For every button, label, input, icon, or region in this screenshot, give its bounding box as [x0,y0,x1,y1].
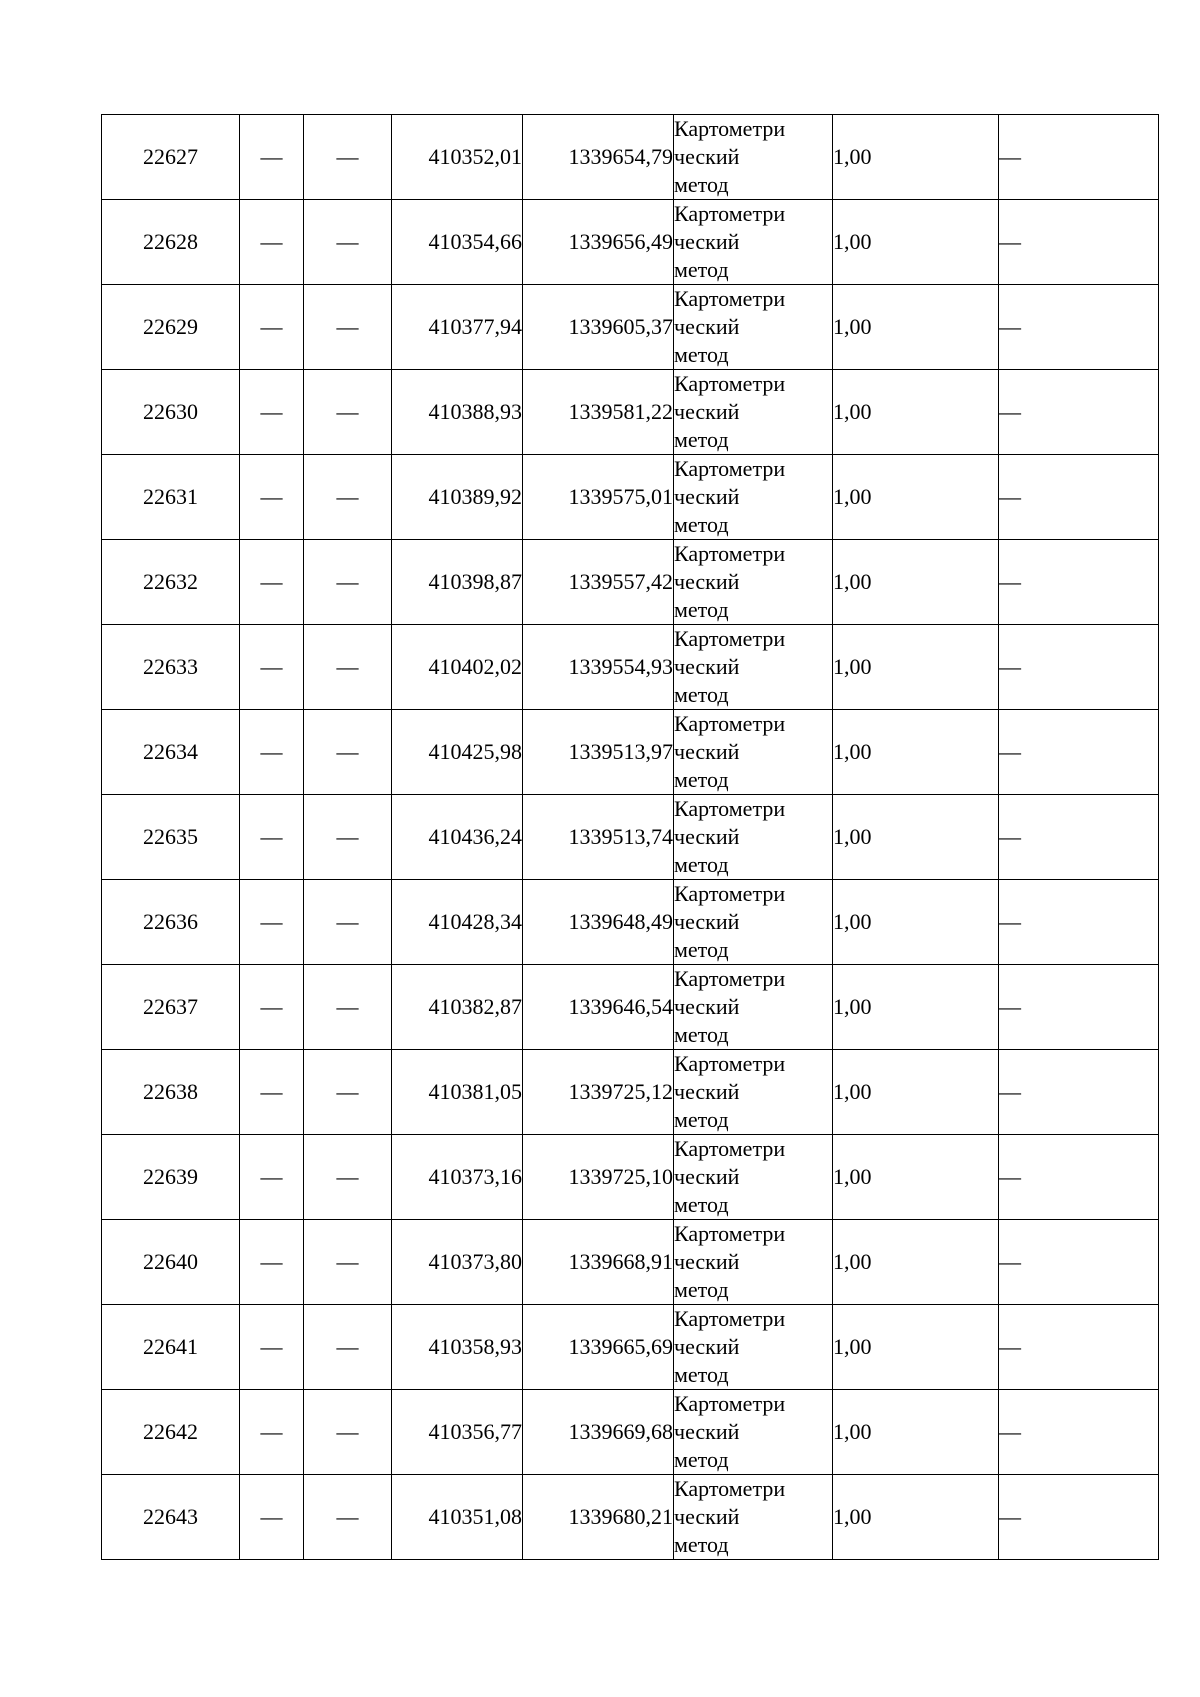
point-number-cell: 22627 [102,115,240,200]
x-coordinate-cell: 410352,01 [392,115,523,200]
precision-cell: 1,00 [833,115,999,200]
point-number-cell: 22637 [102,965,240,1050]
note-cell: — [999,370,1159,455]
table-row [102,1135,1159,1220]
empty-value-cell: — [304,200,392,285]
empty-value-cell: — [304,1050,392,1135]
empty-value-cell: — [240,1475,304,1560]
precision-cell: 1,00 [833,710,999,795]
note-cell: — [999,1135,1159,1220]
method-cell [674,540,833,625]
method-text: Картометри ческий метод [674,711,786,792]
empty-value-cell: — [240,710,304,795]
precision-cell: 1,00 [833,795,999,880]
point-number-cell: 22633 [102,625,240,710]
x-coordinate-cell: 410398,87 [392,540,523,625]
y-coordinate-cell: 1339656,49 [523,200,674,285]
empty-value-cell: — [240,1220,304,1305]
method-cell [674,1390,833,1475]
y-coordinate-cell: 1339581,22 [523,370,674,455]
precision-cell: 1,00 [833,540,999,625]
table-row [102,115,1159,200]
method-text: Картометри ческий метод [674,1221,786,1302]
method-cell [674,1220,833,1305]
point-number-cell: 22628 [102,200,240,285]
table-row [102,1050,1159,1135]
empty-value-cell: — [240,200,304,285]
y-coordinate-cell: 1339668,91 [523,1220,674,1305]
point-number-cell: 22631 [102,455,240,540]
table-row [102,200,1159,285]
empty-value-cell: — [240,1135,304,1220]
y-coordinate-cell: 1339725,12 [523,1050,674,1135]
y-coordinate-cell: 1339557,42 [523,540,674,625]
empty-value-cell: — [304,1475,392,1560]
table-body [102,115,1159,1560]
precision-cell: 1,00 [833,1475,999,1560]
method-text: Картометри ческий метод [674,456,786,537]
empty-value-cell: — [304,1305,392,1390]
point-number-cell: 22639 [102,1135,240,1220]
empty-value-cell: — [304,795,392,880]
empty-value-cell: — [240,965,304,1050]
method-text: Картометри ческий метод [674,286,786,367]
precision-cell: 1,00 [833,1390,999,1475]
point-number-cell: 22632 [102,540,240,625]
y-coordinate-cell: 1339513,74 [523,795,674,880]
method-cell [674,1305,833,1390]
point-number-cell: 22635 [102,795,240,880]
empty-value-cell: — [304,370,392,455]
note-cell: — [999,200,1159,285]
precision-cell: 1,00 [833,1050,999,1135]
method-cell [674,965,833,1050]
empty-value-cell: — [304,1390,392,1475]
empty-value-cell: — [240,1050,304,1135]
method-text: Картометри ческий метод [674,201,786,282]
method-text: Картометри ческий метод [674,371,786,452]
y-coordinate-cell: 1339646,54 [523,965,674,1050]
precision-cell: 1,00 [833,965,999,1050]
table-row [102,1220,1159,1305]
y-coordinate-cell: 1339648,49 [523,880,674,965]
x-coordinate-cell: 410388,93 [392,370,523,455]
table-row [102,965,1159,1050]
empty-value-cell: — [240,880,304,965]
note-cell: — [999,1305,1159,1390]
method-text: Картометри ческий метод [674,796,786,877]
y-coordinate-cell: 1339725,10 [523,1135,674,1220]
method-cell [674,115,833,200]
empty-value-cell: — [240,455,304,540]
table-row [102,285,1159,370]
empty-value-cell: — [240,1305,304,1390]
y-coordinate-cell: 1339665,69 [523,1305,674,1390]
precision-cell: 1,00 [833,1135,999,1220]
method-cell [674,1050,833,1135]
method-text: Картометри ческий метод [674,1051,786,1132]
empty-value-cell: — [240,795,304,880]
method-cell [674,370,833,455]
note-cell: — [999,455,1159,540]
x-coordinate-cell: 410389,92 [392,455,523,540]
y-coordinate-cell: 1339654,79 [523,115,674,200]
empty-value-cell: — [240,370,304,455]
empty-value-cell: — [304,455,392,540]
x-coordinate-cell: 410356,77 [392,1390,523,1475]
precision-cell: 1,00 [833,1305,999,1390]
x-coordinate-cell: 410377,94 [392,285,523,370]
point-number-cell: 22640 [102,1220,240,1305]
method-cell [674,200,833,285]
method-cell [674,285,833,370]
note-cell: — [999,1390,1159,1475]
precision-cell: 1,00 [833,1220,999,1305]
point-number-cell: 22642 [102,1390,240,1475]
x-coordinate-cell: 410358,93 [392,1305,523,1390]
empty-value-cell: — [304,115,392,200]
x-coordinate-cell: 410428,34 [392,880,523,965]
point-number-cell: 22634 [102,710,240,795]
empty-value-cell: — [304,540,392,625]
empty-value-cell: — [240,1390,304,1475]
empty-value-cell: — [304,710,392,795]
point-number-cell: 22643 [102,1475,240,1560]
empty-value-cell: — [304,965,392,1050]
precision-cell: 1,00 [833,625,999,710]
point-number-cell: 22641 [102,1305,240,1390]
point-number-cell: 22629 [102,285,240,370]
method-text: Картометри ческий метод [674,881,786,962]
empty-value-cell: — [304,285,392,370]
y-coordinate-cell: 1339669,68 [523,1390,674,1475]
table-row [102,540,1159,625]
x-coordinate-cell: 410425,98 [392,710,523,795]
x-coordinate-cell: 410354,66 [392,200,523,285]
empty-value-cell: — [240,540,304,625]
table-row [102,1475,1159,1560]
method-cell [674,455,833,540]
method-text: Картометри ческий метод [674,626,786,707]
method-cell [674,1135,833,1220]
precision-cell: 1,00 [833,455,999,540]
table-row [102,880,1159,965]
note-cell: — [999,710,1159,795]
table-row [102,710,1159,795]
method-cell [674,795,833,880]
table-row [102,370,1159,455]
empty-value-cell: — [304,1135,392,1220]
x-coordinate-cell: 410373,16 [392,1135,523,1220]
method-text: Картометри ческий метод [674,541,786,622]
note-cell: — [999,285,1159,370]
note-cell: — [999,1220,1159,1305]
x-coordinate-cell: 410382,87 [392,965,523,1050]
precision-cell: 1,00 [833,370,999,455]
method-text: Картометри ческий метод [674,1306,786,1387]
note-cell: — [999,880,1159,965]
empty-value-cell: — [304,625,392,710]
y-coordinate-cell: 1339554,93 [523,625,674,710]
x-coordinate-cell: 410351,08 [392,1475,523,1560]
y-coordinate-cell: 1339575,01 [523,455,674,540]
empty-value-cell: — [304,880,392,965]
table-row [102,1390,1159,1475]
note-cell: — [999,965,1159,1050]
empty-value-cell: — [304,1220,392,1305]
method-text: Картометри ческий метод [674,1136,786,1217]
method-cell [674,710,833,795]
x-coordinate-cell: 410436,24 [392,795,523,880]
coordinates-table [101,114,1159,1560]
method-cell [674,1475,833,1560]
method-cell [674,880,833,965]
method-cell [674,625,833,710]
x-coordinate-cell: 410381,05 [392,1050,523,1135]
method-text: Картометри ческий метод [674,116,786,197]
table-row [102,625,1159,710]
point-number-cell: 22630 [102,370,240,455]
point-number-cell: 22636 [102,880,240,965]
empty-value-cell: — [240,625,304,710]
y-coordinate-cell: 1339605,37 [523,285,674,370]
table-row [102,1305,1159,1390]
note-cell: — [999,1475,1159,1560]
note-cell: — [999,540,1159,625]
y-coordinate-cell: 1339513,97 [523,710,674,795]
precision-cell: 1,00 [833,285,999,370]
x-coordinate-cell: 410402,02 [392,625,523,710]
table-row [102,455,1159,540]
precision-cell: 1,00 [833,200,999,285]
empty-value-cell: — [240,115,304,200]
table-row [102,795,1159,880]
method-text: Картометри ческий метод [674,1391,786,1472]
method-text: Картометри ческий метод [674,1476,786,1557]
precision-cell: 1,00 [833,880,999,965]
note-cell: — [999,625,1159,710]
note-cell: — [999,1050,1159,1135]
x-coordinate-cell: 410373,80 [392,1220,523,1305]
y-coordinate-cell: 1339680,21 [523,1475,674,1560]
note-cell: — [999,795,1159,880]
note-cell: — [999,115,1159,200]
method-text: Картометри ческий метод [674,966,786,1047]
point-number-cell: 22638 [102,1050,240,1135]
empty-value-cell: — [240,285,304,370]
